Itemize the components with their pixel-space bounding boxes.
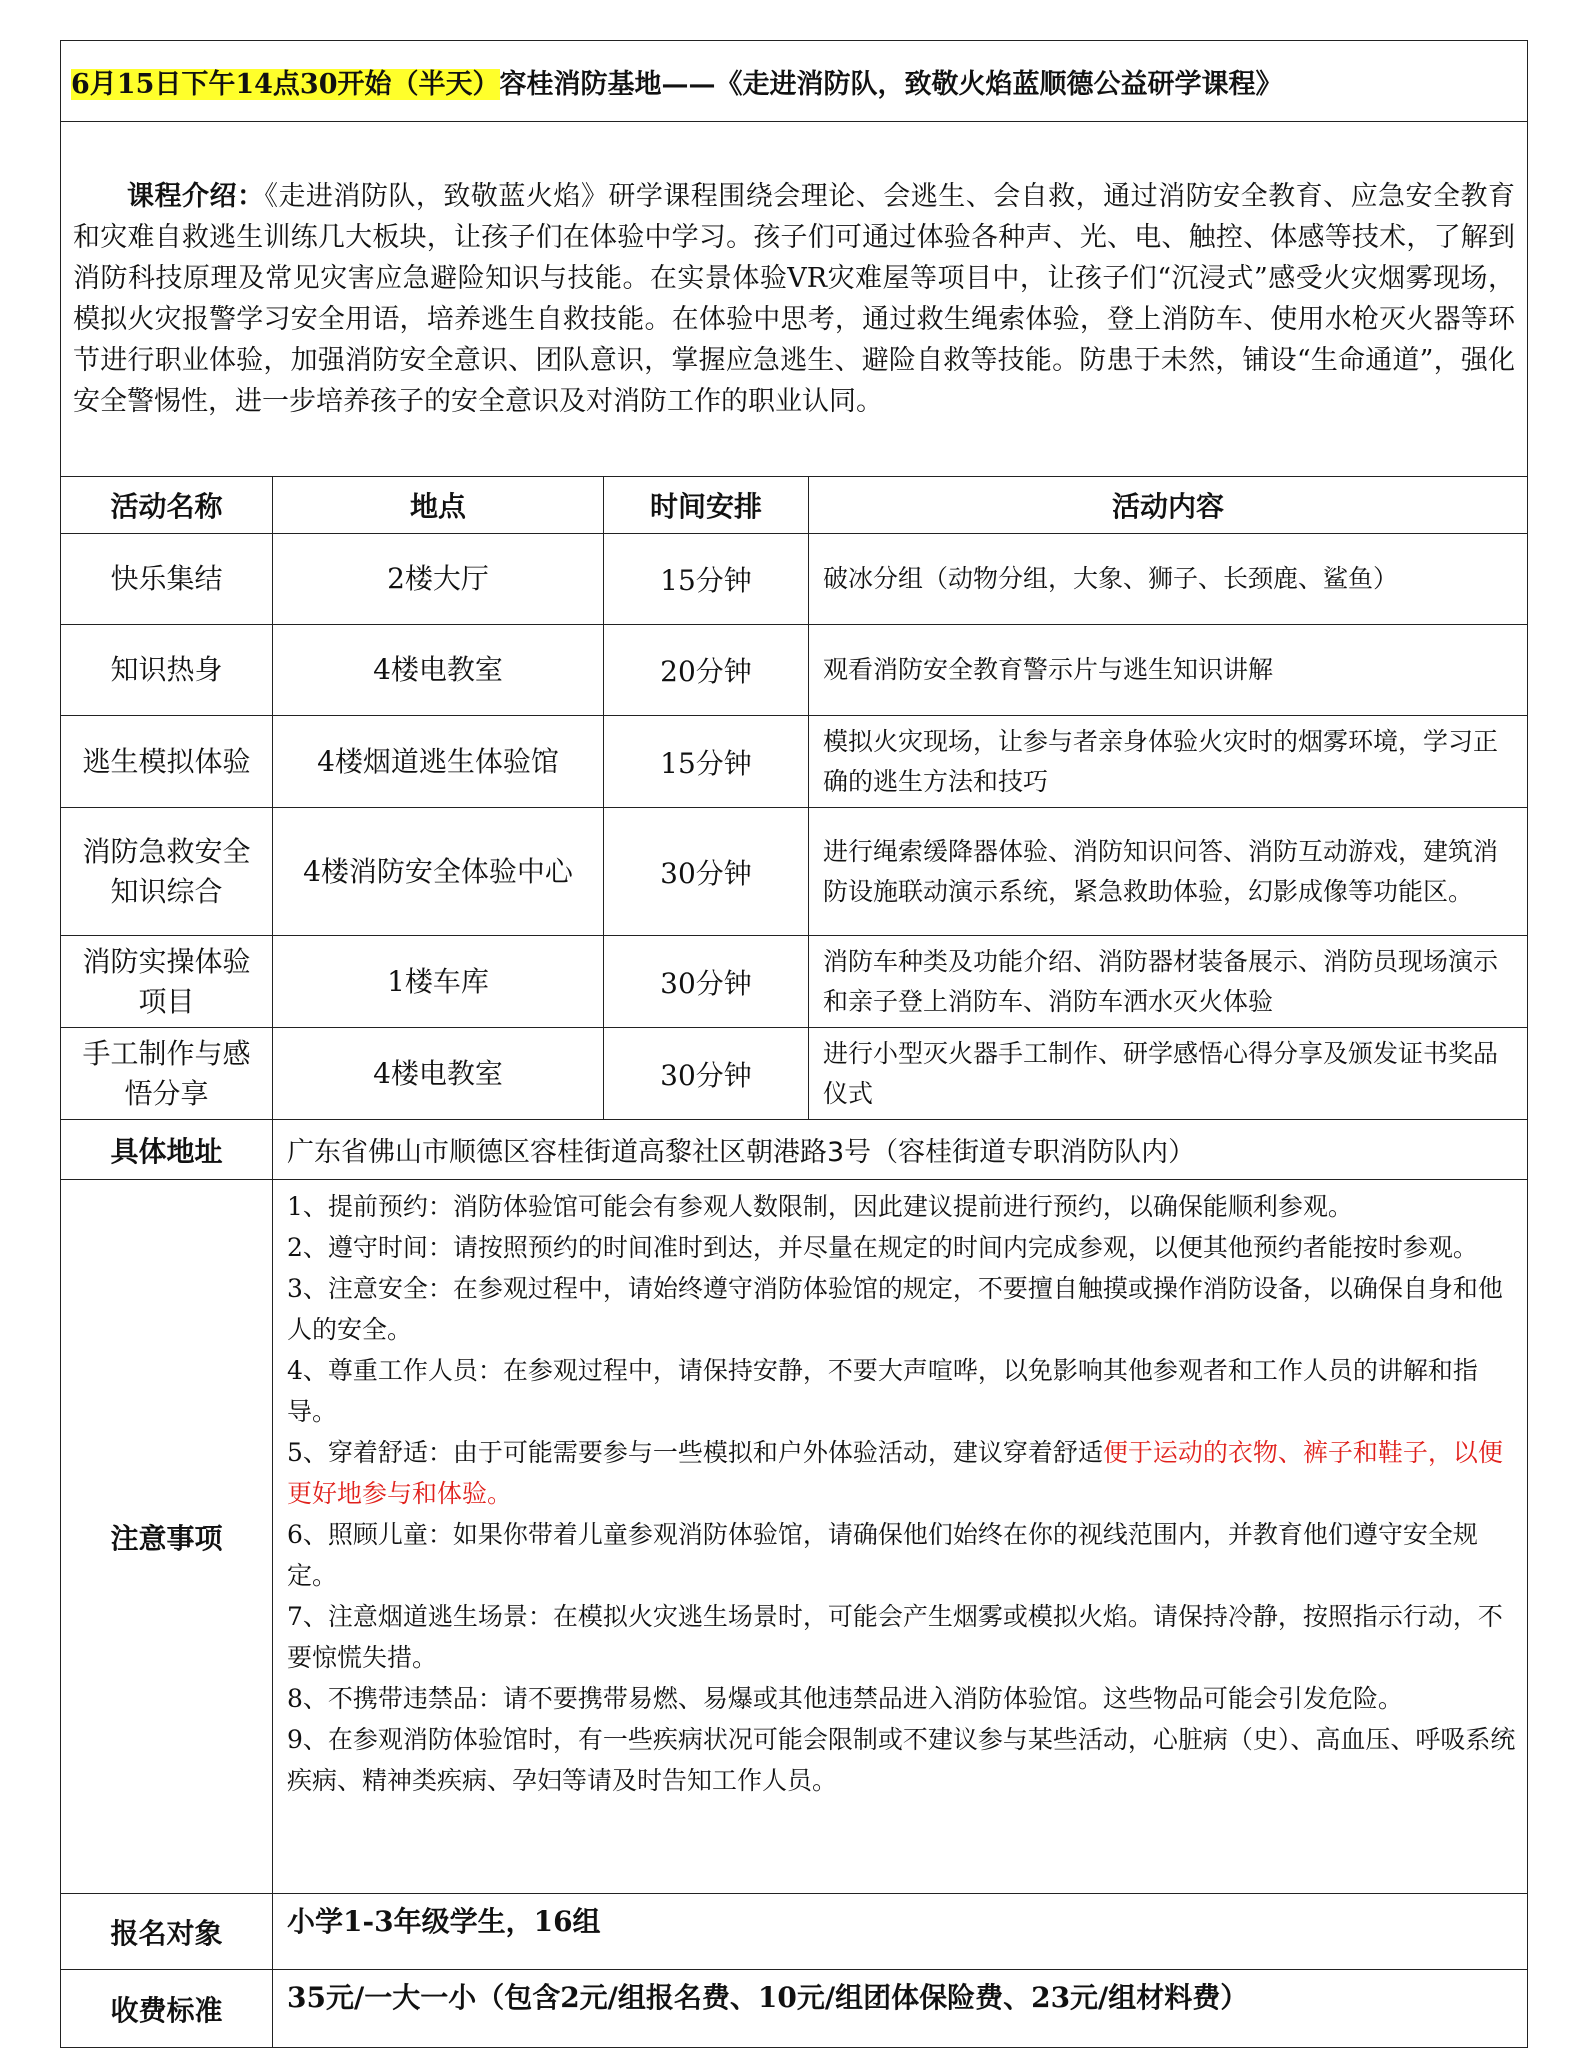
note-item: 2、遵守时间：请按照预约的时间准时到达，并尽量在规定的时间内完成参观，以便其他预约者能按时参观。 [287, 1233, 1478, 1262]
activity-content: 模拟火灾现场，让参与者亲身体验火灾时的烟雾环境，学习正确的逃生方法和技巧 [809, 716, 1528, 808]
fee-row [61, 1970, 1528, 2048]
intro-row [61, 122, 1528, 477]
table-row [61, 1028, 1528, 1120]
activity-content: 进行小型灭火器手工制作、研学感悟心得分享及颁发证书奖品仪式 [809, 1028, 1528, 1120]
activity-name: 消防实操体验项目 [61, 936, 273, 1028]
fee-value: 35元/一大一小（包含2元/组报名费、10元/组团体保险费、23元/组材料费） [273, 1970, 1528, 2048]
activity-name: 逃生模拟体验 [61, 716, 273, 808]
intro-text: 《走进消防队，致敬蓝火焰》研学课程围绕会理论、会逃生、会自救，通过消防安全教育、应急安全教育和灾难自救逃生训练几大板块，让孩子们在体验中学习。孩子们可通过体验各种声、光、电、触控、体感等技术，了解到消防科技原理及常见灾害应急避险知识与技能。在实景体验VR灾难屋等项目中，让孩子们“沉浸式”感受火灾烟雾现场，模拟火灾报警学习安全用语，培养逃生自救技能。在体验中思考，通过救生绳索体验，登上消防车、使用水枪灭火器等环节进行职业体验，加强消防安全意识、团队意识，掌握应急逃生、避险自救等技能。防患于未然，铺设“生命通道”，强化安全警惕性，进一步培养孩子的安全意识及对消防工作的职业认同。 [73, 181, 1516, 417]
intro-cell [61, 122, 1528, 477]
activity-location: 1楼车库 [273, 936, 604, 1028]
activity-content: 消防车种类及功能介绍、消防器材装备展示、消防员现场演示和亲子登上消防车、消防车洒水灭火体验 [809, 936, 1528, 1028]
fee-label: 收费标准 [61, 1970, 273, 2048]
audience-value: 小学1-3年级学生，16组 [273, 1894, 1528, 1970]
activity-content: 观看消防安全教育警示片与逃生知识讲解 [809, 625, 1528, 716]
note-item: 1、提前预约：消防体验馆可能会有参观人数限制，因此建议提前进行预约，以确保能顺利参观。 [287, 1192, 1353, 1221]
activity-location: 4楼电教室 [273, 1028, 604, 1120]
note-item: 6、照顾儿童：如果你带着儿童参观消防体验馆，请确保他们始终在你的视线范围内，并教育他们遵守安全规定。 [287, 1520, 1478, 1590]
activity-content: 破冰分组（动物分组，大象、狮子、长颈鹿、鲨鱼） [809, 534, 1528, 625]
address-value: 广东省佛山市顺德区容桂街道高黎社区朝港路3号（容桂街道专职消防队内） [273, 1120, 1528, 1180]
audience-label: 报名对象 [61, 1894, 273, 1970]
address-row [61, 1120, 1528, 1180]
header-content: 活动内容 [809, 477, 1528, 534]
activity-location: 4楼电教室 [273, 625, 604, 716]
title-row [61, 41, 1528, 122]
table-row [61, 534, 1528, 625]
activity-location: 4楼消防安全体验中心 [273, 808, 604, 936]
table-row [61, 716, 1528, 808]
activity-name: 消防急救安全知识综合 [61, 808, 273, 936]
notes-row [61, 1180, 1528, 1894]
note-item-clothing-text: 5、穿着舒适：由于可能需要参与一些模拟和户外体验活动，建议穿着舒适 [287, 1438, 1103, 1467]
note-item-clothing-highlight: 便于运动的衣物、裤子和鞋子，以便更好地参与和体验。 [287, 1438, 1503, 1508]
header-row [61, 477, 1528, 534]
audience-row [61, 1894, 1528, 1970]
note-item: 4、尊重工作人员：在参观过程中，请保持安静，不要大声喧哗，以免影响其他参观者和工作人员的讲解和指导。 [287, 1356, 1478, 1426]
activity-time: 30分钟 [604, 808, 809, 936]
title-cell [61, 41, 1528, 122]
activity-name: 手工制作与感悟分享 [61, 1028, 273, 1120]
header-time: 时间安排 [604, 477, 809, 534]
activity-time: 15分钟 [604, 534, 809, 625]
title-text: 容桂消防基地——《走进消防队，致敬火焰蓝顺德公益研学课程》 [499, 68, 1283, 100]
activity-name: 知识热身 [61, 625, 273, 716]
header-name: 活动名称 [61, 477, 273, 534]
activity-name: 快乐集结 [61, 534, 273, 625]
activity-content: 进行绳索缓降器体验、消防知识问答、消防互动游戏，建筑消防设施联动演示系统，紧急救助体验，幻影成像等功能区。 [809, 808, 1528, 936]
notes-cell [273, 1180, 1528, 1894]
activity-time: 30分钟 [604, 936, 809, 1028]
header-location: 地点 [273, 477, 604, 534]
table-row [61, 808, 1528, 936]
activity-time: 20分钟 [604, 625, 809, 716]
address-label: 具体地址 [61, 1120, 273, 1180]
note-item: 9、在参观消防体验馆时，有一些疾病状况可能会限制或不建议参与某些活动，心脏病（史）、高血压、呼吸系统疾病、精神类疾病、孕妇等请及时告知工作人员。 [287, 1725, 1516, 1795]
table-row [61, 625, 1528, 716]
notes-label: 注意事项 [61, 1180, 273, 1894]
activity-time: 30分钟 [604, 1028, 809, 1120]
course-table [60, 40, 1528, 2048]
note-item-clothing [287, 1432, 1517, 1514]
table-row [61, 936, 1528, 1028]
activity-location: 2楼大厅 [273, 534, 604, 625]
course-sheet [60, 40, 1527, 2048]
note-item: 8、不携带违禁品：请不要携带易燃、易爆或其他违禁品进入消防体验馆。这些物品可能会引发危险。 [287, 1684, 1403, 1713]
note-item: 3、注意安全：在参观过程中，请始终遵守消防体验馆的规定，不要擅自触摸或操作消防设备，以确保自身和他人的安全。 [287, 1274, 1503, 1344]
intro-label: 课程介绍： [127, 181, 265, 212]
title-date-highlight: 6月15日下午14点30开始（半天） [71, 68, 500, 100]
activity-location: 4楼烟道逃生体验馆 [273, 716, 604, 808]
activity-time: 15分钟 [604, 716, 809, 808]
note-item: 7、注意烟道逃生场景：在模拟火灾逃生场景时，可能会产生烟雾或模拟火焰。请保持冷静，按照指示行动，不要惊慌失措。 [287, 1602, 1503, 1672]
